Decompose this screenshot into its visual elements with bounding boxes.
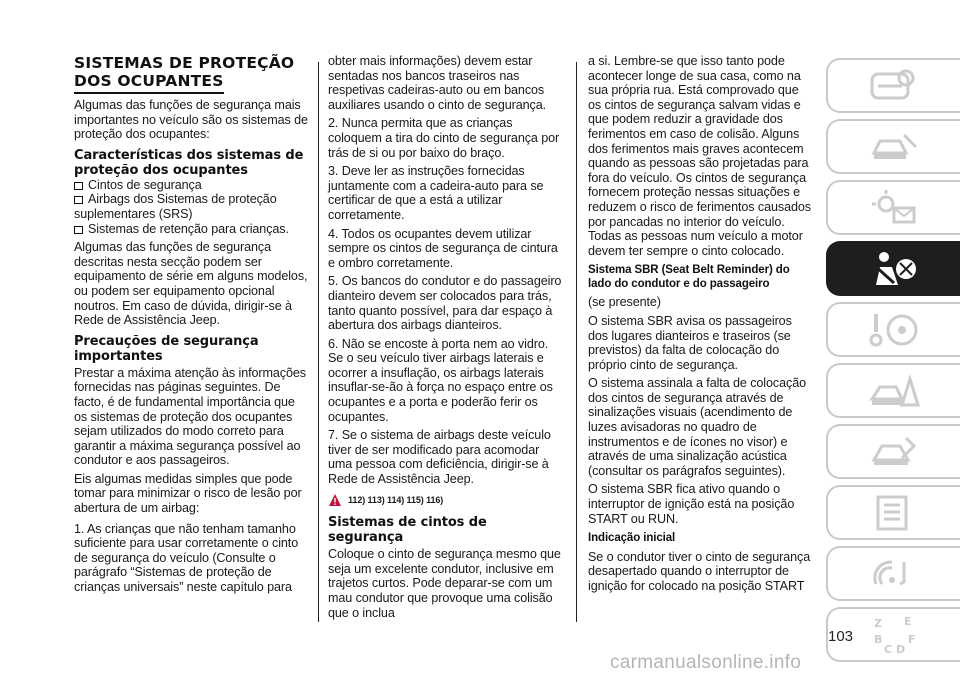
bullet-item [74, 222, 310, 237]
svg-text:Z: Z [874, 616, 882, 630]
numbered-item-3: 3. Deve ler as instruções fornecidas juntamente com a cadeira-auto para se certificar de que a está a utilizar corretamente. [328, 164, 544, 222]
svg-text:C: C [884, 642, 893, 656]
numbered-item-7: 7. Se o sistema de airbags deste veículo tiver de ser modificado para acomodar uma pessoa com deficiência, dirigir-se à Rede de Assistência Jeep. [328, 428, 551, 487]
car-key-icon [866, 125, 922, 169]
warning-references [328, 493, 564, 508]
tab-dashboard[interactable] [826, 58, 960, 113]
svg-text:F: F [908, 632, 916, 646]
square-bullet-icon [74, 226, 83, 234]
bullet-item [74, 192, 310, 221]
warning-triangle-icon [328, 493, 342, 507]
maintenance-icon [866, 430, 922, 474]
paragraph: Algumas das funções de segurança descritas nesta secção podem ser equipamento de série em alguns modelos, ou podem ser equipamento opcional noutros. Em caso de dúvida, dirigir-se à Rede de Assistência Jeep. [74, 240, 308, 328]
subheading-precautions: Precauções de segurança importantes [74, 333, 259, 364]
numbered-item-2: 2. Nunca permita que as crianças coloquem a tira do cinto de segurança por trás de si ou por baixo do braço. [328, 116, 560, 160]
watermark: carmanualsonline.info [610, 652, 802, 673]
tab-starting-driving[interactable] [826, 302, 960, 357]
numbered-item-5: 5. Os bancos do condutor e do passageiro dianteiro devem ser colocados para trás, tanto quanto possível, para dar espaço à abertura dos airbags dianteiros. [328, 274, 562, 333]
square-bullet-icon [74, 196, 83, 204]
dashboard-icon [866, 64, 922, 108]
paragraph: O sistema SBR fica ativo quando o interruptor de ignição está na posição START ou RUN. [588, 482, 795, 526]
section-title-line-1: SISTEMAS DE PROTEÇÃO [74, 54, 295, 72]
tab-car-key[interactable] [826, 119, 960, 174]
paragraph: Coloque o cinto de segurança mesmo que seja um excelente condutor, inclusive em trajetos curtos. Pode deparar-se com um mau condutor que provoque uma colisão que o inclua [328, 547, 561, 620]
tab-multimedia[interactable] [826, 546, 960, 601]
page-number: 103 [828, 628, 854, 645]
column-2 [328, 54, 564, 620]
subheading-seatbelts: Sistemas de cintos de segurança [328, 515, 487, 546]
svg-text:E: E [904, 614, 912, 628]
svg-text:D: D [896, 642, 906, 656]
index-icon [866, 613, 922, 657]
column-3 [588, 54, 814, 594]
column-divider [576, 62, 577, 622]
bullet-text: Cintos de segurança [88, 177, 202, 192]
section-title-line-2: DOS OCUPANTES [74, 72, 224, 94]
emergency-icon [866, 369, 922, 413]
bullet-text: Sistemas de retenção para crianças. [88, 221, 289, 236]
paragraph: Se o condutor tiver o cinto de segurança desapertado quando o interruptor de ignição for colocado na posição START [588, 549, 811, 593]
paragraph: O sistema SBR avisa os passageiros dos lugares dianteiros e traseiros (se previstos) da falta de colocação do próprio cinto de segurança. [588, 313, 792, 372]
multimedia-icon [866, 552, 922, 596]
bullet-item [74, 178, 310, 193]
warning-lights-icon [866, 186, 922, 230]
subheading-initial-indication: Indicação inicial [588, 532, 676, 545]
presence-note: (se presente) [588, 295, 661, 310]
subheading-characteristics: Características dos sistemas de proteção dos ocupantes [74, 147, 304, 178]
warning-reference-numbers: 112) 113) 114) 115) 116) [348, 494, 444, 505]
paragraph: Eis algumas medidas simples que pode tomar para minimizar o risco de lesão por abertura de um airbag: [74, 471, 302, 516]
tab-technical-data[interactable] [826, 485, 960, 540]
numbered-item-6: 6. Não se encoste à porta nem ao vidro. Se o seu veículo tiver airbags laterais e ocorrer a insuflação, os airbags laterais insuflar-se-ão à força no espaço entre os ocupantes e a porta e poderão ferir os ocupantes. [328, 336, 553, 424]
chapter-tabs [826, 58, 960, 668]
steering-icon [866, 308, 922, 352]
tab-safety[interactable] [826, 241, 960, 296]
paragraph: O sistema assinala a falta de colocação dos cintos de segurança através de sinalizações visuais (acendimento de luzes avisadoras no quadro de instrumentos e de ícones no visor) e através de uma sinalização acústica (consultar os parágrafos seguintes). [588, 376, 807, 478]
subheading-sbr: Sistema SBR (Seat Belt Reminder) do lado do condutor e do passageiro [588, 264, 790, 290]
paragraph: Prestar a máxima atenção às informações fornecidas nas páginas seguintes. De facto, é de fundamental importância que os sistemas de proteção dos ocupantes sejam utilizados do modo correto para garantir a máxima segurança possível ao condutor e aos passageiros. [74, 365, 306, 468]
safety-airbag-icon [866, 247, 922, 291]
bullet-text: Airbags dos Sistemas de proteção suplementares (SRS) [74, 192, 277, 221]
tab-warning-lights[interactable] [826, 180, 960, 235]
tab-maintenance[interactable] [826, 424, 960, 479]
column-divider [318, 62, 319, 622]
square-bullet-icon [74, 182, 83, 190]
tab-emergency[interactable] [826, 363, 960, 418]
intro-paragraph: Algumas das funções de segurança mais importantes no veículo são os sistemas de proteção dos ocupantes: [74, 98, 308, 142]
svg-text:B: B [874, 632, 883, 646]
numbered-item-1-continued: obter mais informações) devem estar sentadas nos bancos traseiros nas respetivas cadeiras-auto ou em bancos auxiliares usando o cinto de segurança. [328, 54, 547, 112]
numbered-item-4: 4. Todos os ocupantes devem utilizar sempre os cintos de segurança de cintura e ombro corretamente. [328, 226, 558, 270]
bullet-list [74, 178, 310, 236]
technical-data-icon [866, 491, 922, 535]
numbered-item-1: 1. As crianças que não tenham tamanho suficiente para usar corretamente o cinto de segurança do veículo (Consulte o parágrafo “Sistemas de proteção de crianças universais” neste capítulo para [74, 521, 299, 595]
column-1 [74, 54, 310, 595]
paragraph: a si. Lembre-se que isso tanto pode acontecer longe de sua casa, como na sua própria rua. Está comprovado que os cintos de segurança salvam vidas e que podem reduzir a gravidade dos ferimentos em caso de colisão. Alguns dos ferimentos mais graves acontecem quando as pessoas são projetadas para fora do veículo. Os cintos de segurança fornecem proteção nessas situações e reduzem o risco de ferimentos causados por pancadas no interior do veículo. Todas as pessoas num veículo a motor devem ter sempre o cinto colocado. [588, 54, 811, 258]
section-title [74, 54, 310, 94]
